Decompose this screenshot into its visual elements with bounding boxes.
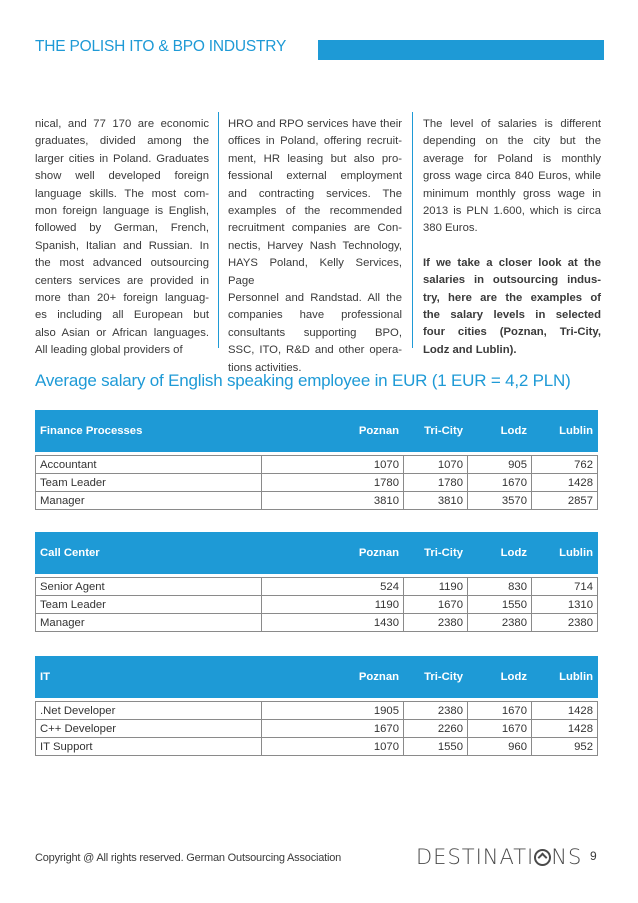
text-line: graduates, divided among the	[35, 135, 209, 148]
callcenter-salary-table	[35, 532, 598, 632]
table-city-header: Lodz	[468, 411, 532, 452]
table-city-header: Lodz	[468, 533, 532, 574]
text-line: four cities (Poznan, Tri-City,	[423, 326, 601, 339]
salary-cell: 2380	[468, 614, 532, 632]
table-category-header: Call Center	[36, 533, 262, 574]
table-city-header: Poznan	[262, 533, 404, 574]
table-city-header: Poznan	[262, 411, 404, 452]
text-line: also Asian or African languages.	[35, 326, 209, 339]
text-line: Spanish, Italian and Russian. In	[35, 239, 209, 252]
salary-cell: 830	[468, 578, 532, 596]
text-line: ment, HR leasing but also pro-	[228, 152, 402, 165]
salary-cell: 2380	[404, 614, 468, 632]
salary-cell: 1070	[262, 738, 404, 756]
salary-cell: 1670	[468, 474, 532, 492]
role-cell: .Net Developer	[36, 702, 262, 720]
text-line: nectis, Harvey Nash Technology,	[228, 239, 402, 252]
salary-cell: 2857	[532, 492, 598, 510]
role-cell: Team Leader	[36, 596, 262, 614]
salary-cell: 1670	[468, 702, 532, 720]
table-row	[36, 738, 598, 756]
text-line: and contracting services. The	[228, 187, 402, 200]
column-divider	[412, 112, 413, 348]
text-line: nical, and 77 170 are economic	[35, 118, 209, 130]
table-city-header: Tri-City	[404, 533, 468, 574]
table-row	[36, 578, 598, 596]
table-row	[36, 492, 598, 510]
text-line: gross wage circa 840 Euros, while	[423, 170, 601, 183]
text-line: followed by German, French,	[35, 222, 209, 235]
finance-salary-table	[35, 410, 598, 510]
salary-cell: 905	[468, 456, 532, 474]
text-line: If we take a closer look at the	[423, 256, 601, 269]
salary-cell: 1670	[468, 720, 532, 738]
table-city-header: Lublin	[532, 411, 598, 452]
salary-cell: 3810	[404, 492, 468, 510]
table-header-row	[36, 411, 598, 452]
salary-cell: 1550	[404, 738, 468, 756]
salary-cell: 960	[468, 738, 532, 756]
text-line: more than 20+ foreign languag-	[35, 292, 209, 305]
text-line: SSC, ITO, R&D and other opera-	[228, 344, 402, 357]
salary-cell: 1190	[404, 578, 468, 596]
title-accent-bar	[318, 40, 604, 60]
table-row	[36, 456, 598, 474]
table-category-header: IT	[36, 657, 262, 698]
text-line: larger cities in Poland. Graduates	[35, 152, 209, 165]
text-line: consultants supporting BPO,	[228, 326, 402, 339]
salary-cell: 2260	[404, 720, 468, 738]
salary-cell: 1905	[262, 702, 404, 720]
logo-text-start: DESTINATI	[416, 845, 535, 869]
paragraph-gap	[423, 238, 601, 255]
table-row	[36, 596, 598, 614]
text-line: HRO and RPO services have their	[228, 118, 402, 130]
role-cell: Accountant	[36, 456, 262, 474]
text-line: tions activities.	[228, 361, 302, 374]
salary-cell: 1428	[532, 702, 598, 720]
text-line: examples of the recommended	[228, 205, 402, 218]
compass-icon	[534, 849, 551, 866]
text-line: HAYS Poland, Kelly Services, Page	[228, 257, 402, 287]
section-title: Average salary of English speaking employee in EUR (1 EUR = 4,2 PLN)	[35, 371, 571, 390]
text-line: the most advanced outsourcing	[35, 257, 209, 270]
table-city-header: Tri-City	[404, 657, 468, 698]
salary-cell: 1670	[404, 596, 468, 614]
role-cell: Senior Agent	[36, 578, 262, 596]
text-line: companies have professional	[228, 309, 402, 322]
table-row	[36, 720, 598, 738]
salary-cell: 524	[262, 578, 404, 596]
table-city-header: Lublin	[532, 533, 598, 574]
text-line: depending on the city but the	[423, 135, 601, 148]
role-cell: IT Support	[36, 738, 262, 756]
table-category-header: Finance Processes	[36, 411, 262, 452]
text-column-1	[35, 116, 209, 360]
role-cell: Manager	[36, 614, 262, 632]
column-divider	[218, 112, 219, 348]
text-line: fessional external employment	[228, 170, 402, 183]
role-cell: Manager	[36, 492, 262, 510]
salary-cell: 1780	[262, 474, 404, 492]
table-row	[36, 614, 598, 632]
salary-cell: 762	[532, 456, 598, 474]
salary-cell: 1430	[262, 614, 404, 632]
copyright-notice: Copyright @ All rights reserved. German Outsourcing Association	[35, 852, 342, 864]
text-column-2	[228, 116, 402, 377]
text-line: recruitment companies are Con-	[228, 222, 402, 235]
salary-cell: 3810	[262, 492, 404, 510]
text-column-3	[423, 116, 601, 359]
text-line: 380 Euros.	[423, 222, 478, 235]
table-header-row	[36, 657, 598, 698]
salary-cell: 1310	[532, 596, 598, 614]
text-line: show well developed foreign	[35, 170, 209, 183]
page-number: 9	[590, 849, 597, 863]
text-line: salaries in outsourcing indus-	[423, 274, 601, 287]
salary-cell: 1070	[404, 456, 468, 474]
logo-text-end: NS	[551, 845, 583, 869]
text-line: The level of salaries is different	[423, 118, 601, 130]
table-city-header: Lublin	[532, 657, 598, 698]
text-line: Lodz and Lublin).	[423, 343, 517, 356]
table-city-header: Lodz	[468, 657, 532, 698]
salary-cell: 1428	[532, 720, 598, 738]
text-line: average for Poland is monthly	[423, 152, 601, 165]
text-line: 2013 is PLN 1.600, which is circa	[423, 205, 601, 218]
table-city-header: Tri-City	[404, 411, 468, 452]
it-salary-table	[35, 656, 598, 756]
salary-cell: 1070	[262, 456, 404, 474]
table-city-header: Poznan	[262, 657, 404, 698]
text-line: the salary levels in selected	[423, 309, 601, 322]
text-line: Personnel and Randstad. All the	[228, 292, 402, 305]
salary-cell: 1428	[532, 474, 598, 492]
text-line: offices in Poland, offering recruit-	[228, 135, 402, 148]
salary-cell: 2380	[404, 702, 468, 720]
salary-cell: 952	[532, 738, 598, 756]
text-line: minimum monthly gross wage in	[423, 187, 601, 200]
role-cell: Team Leader	[36, 474, 262, 492]
salary-cell: 3570	[468, 492, 532, 510]
salary-cell: 1780	[404, 474, 468, 492]
salary-cell: 2380	[532, 614, 598, 632]
page-title: THE POLISH ITO & BPO INDUSTRY	[35, 38, 287, 55]
destinations-logo	[416, 845, 582, 869]
text-line: All leading global providers of	[35, 344, 183, 357]
table-row	[36, 474, 598, 492]
text-line: mon foreign language is English,	[35, 205, 209, 218]
text-line: centers services are provided in	[35, 274, 209, 287]
table-row	[36, 702, 598, 720]
text-line: es including all European but	[35, 309, 209, 322]
salary-cell: 714	[532, 578, 598, 596]
text-line: try, here are the examples of	[423, 291, 601, 304]
salary-cell: 1670	[262, 720, 404, 738]
role-cell: C++ Developer	[36, 720, 262, 738]
text-line: language skills. The most com-	[35, 187, 209, 200]
salary-cell: 1190	[262, 596, 404, 614]
salary-cell: 1550	[468, 596, 532, 614]
table-header-row	[36, 533, 598, 574]
